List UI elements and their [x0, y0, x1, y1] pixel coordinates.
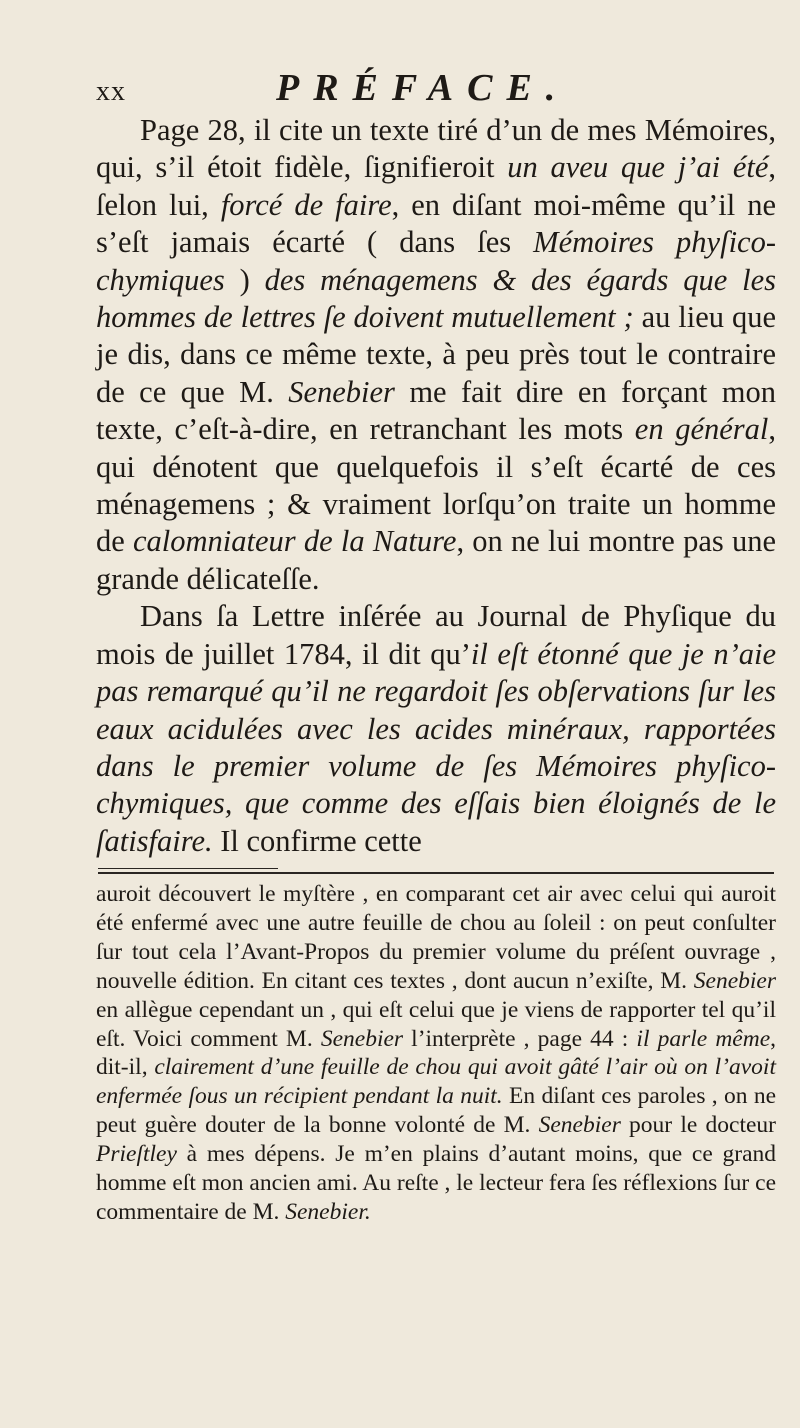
text-run: )	[224, 262, 265, 297]
italic-run: Prieſtley	[96, 1141, 177, 1168]
text-run: En diſant ces paroles , on ne peut guère douter de la bonne volonté de M.	[96, 1083, 776, 1139]
italic-run: Senebier	[288, 374, 395, 409]
text-run: pour le docteur	[620, 1112, 776, 1139]
text-run: Dans ſa Lettre inſérée au Journal de Phyſique du mois de juillet 1784, il dit qu’	[96, 599, 776, 671]
text-run: , on ne lui montre pas une grande délicateſſe.	[96, 524, 776, 596]
italic-run: Senebier	[538, 1112, 621, 1139]
italic-run: forcé de faire	[220, 187, 392, 222]
italic-run: Mémoires phyſico-chymiques	[96, 225, 776, 297]
text-run: auroit découvert le myſtère , en comparant cet air avec celui qui auroit été enfermé avec une autre feuille de chou au ſoleil : on peut conſulter ſur tout cela l’Avant-Propos du premier volume du préſent ouvrage , nouvelle édition. En citant ces textes , dont aucun n’exiſte, M.	[96, 881, 776, 994]
italic-run: clairement d’une feuille de chou qui avoit gâté l’air où on l’avoit enfermée ſous un récipient pendant la nuit.	[96, 1054, 776, 1110]
italic-run: des ménagemens & des égards que les hommes de lettres ſe doivent mutuellement ;	[96, 262, 776, 335]
text-run: au lieu que je dis, dans ce même texte, à peu près tout le contraire de ce que M.	[96, 300, 776, 409]
page-number: xx	[96, 76, 126, 107]
text-run: , dit-il,	[96, 1025, 777, 1081]
text-run: l’interprète , page 44 :	[403, 1025, 637, 1052]
italic-run: calomniateur de la Nature	[133, 524, 457, 559]
text-run: , en diſant moi-même qu’il ne s’eſt jamais écarté ( dans ſes	[96, 187, 776, 260]
footnote-rule	[98, 872, 774, 874]
text-run: , qui dénotent que quelquefois il s’eſt écarté de ces ménagemens ; & vraiment lorſqu’on traite un homme de	[96, 412, 776, 559]
italic-run: il eſt étonné que je n’aie pas remarqué qu’il ne regardoit ſes obſervations ſur les eaux acidulées avec les acides minéraux, rapportées dans le premier volume de ſes Mémoires phyſico-chymiques, que comme des eſſais bien éloignés de le ſatisfaire.	[96, 636, 776, 858]
italic-run: il parle même	[636, 1025, 771, 1052]
text-run: Page 28, il cite un texte tiré d’un de mes Mémoires, qui, s’il étoit fidèle, ſignifieroit	[96, 113, 776, 185]
running-title: PRÉFACE.	[276, 67, 570, 109]
text-run: à mes dépens. Je m’en plains d’autant moins, que ce grand homme eſt mon ancien ami. Au reſte , le lecteur fera ſes réflexions ſur ce commentaire de M.	[96, 1141, 776, 1225]
footnote	[96, 880, 776, 1227]
paragraph-2	[96, 598, 776, 860]
text-run: me fait dire en forçant mon texte, c’eſt-à-dire, en retranchant les mots	[96, 374, 776, 447]
italic-run: Senebier	[320, 1025, 404, 1052]
page-header	[96, 66, 700, 110]
italic-run: Senebier	[693, 967, 776, 994]
paragraph-1	[96, 112, 776, 598]
text-run: , ſelon lui,	[96, 150, 777, 222]
footnote-rule-short	[98, 868, 278, 869]
footnote-text	[96, 880, 776, 1227]
italic-run: Senebier.	[285, 1198, 371, 1225]
main-text	[96, 112, 776, 860]
text-run: Il confirme cette	[212, 823, 422, 858]
text-run: en allègue cependant un , qui eſt celui que je viens de rapporter tel qu’il eſt. Voici comment M.	[96, 996, 776, 1052]
italic-run: un aveu que j’ai été	[507, 150, 769, 185]
italic-run: en général	[634, 412, 769, 447]
